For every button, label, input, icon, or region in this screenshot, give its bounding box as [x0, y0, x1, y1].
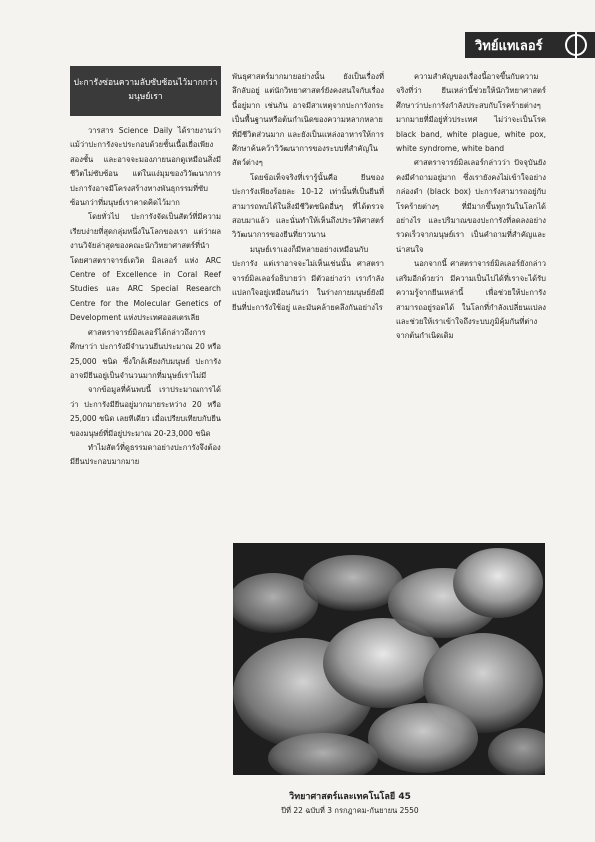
paragraph: วารสาร Science Daily ได้รายงานว่า แม้ว่าปะการังจะประกอบด้วยชั้นเนื้อเยื่อเพียงสองชั้น และอาจจะมองภายนอกดูเหมือนสิ่งมีชีวิตไม่ซับซ้อน แต่ในแง่มุมของวิวัฒนาการ ปะการังอาจมีโครงสร้างทางพันธุกรรมที่ซับซ้อนกว่าที่มนุษย์เราคาดคิดไว้มาก [70, 126, 221, 208]
paragraph: ทำไมสัตว์ที่ดูธรรมดาอย่างปะการังจึงต้องมียีนประกอบมากมาย [70, 442, 221, 467]
page-footer [255, 789, 445, 817]
paragraph: นอกจากนี้ ศาสตราจารย์มิลเลอร์ยังกล่าวเสริมอีกด้วยว่า มีความเป็นไปได้ที่เราจะได้รับความรู้จากยีนเหล่านี้ เพื่อช่วยให้ปะการังสามารถอยู่รอดได้ ในโลกที่กำลังเปลี่ยนแปลง และช่วยให้เราเข้าใจถึงระบบภูมิคุ้มกันที่ต่างจากต้นกำเนิดเดิม [396, 259, 546, 341]
article-title-box [70, 66, 221, 116]
paragraph: ความสำคัญของเรื่องนี้อาจขึ้นกับความจริงที่ว่า ยีนเหล่านี้ช่วยให้นักวิทยาศาสตร์ศึกษาว่าปะการังกำลังประสบกับโรคร้ายต่างๆ มากมายที่มีอยู่ทั่วประเทศ ไม่ว่าจะเป็นโรค black band, white plague, white pox, white syndrome, white band [396, 72, 546, 154]
section-header-band [465, 32, 595, 58]
text-column-3 [396, 70, 546, 344]
paragraph: พันธุศาสตร์มากมายอย่างนั้น ยังเป็นเรื่องที่ลึกลับอยู่ แต่นักวิทยาศาสตร์ยังคงสนใจกับเรื่องนี้อยู่มาก เช่นกัน อาจมีสาเหตุจากปะการังกระเป็นพื้นฐานหรือต้นกำเนิดของความหลากหลายที่มีชีวิตส่วนมาก และยังเป็นแหล่งอาหารให้การศึกษาค้นคว้าวิวัฒนาการของระบบที่สำคัญในสัตว์ต่างๆ [232, 72, 384, 168]
paragraph: โดยทั่วไป ปะการังจัดเป็นสัตว์ที่มีความเรียบง่ายที่สุดกลุ่มหนึ่งในโลกของเรา แต่ว่าผลงานวิจัยล่าสุดของคณะนักวิทยาศาสตร์ที่นำโดยศาสตราจารย์เดวิด มิลเลอร์ แห่ง ARC Centre of Excellence in Coral Reef Studies และ ARC Special Research Centre for the Molecular Genetics of Development แห่งประเทศออสเตรเลีย [70, 212, 221, 323]
section-logo-icon [565, 34, 587, 56]
article-title: ปะการังซ่อนความลับซับซ้อนไว้มากกว่ามนุษย์เรา [73, 78, 218, 102]
paragraph: ศาสตราจารย์มิลเลอร์ได้กล่าวถึงการศึกษาว่า ปะการังมีจำนวนยีนประมาณ 20 หรือ 25,000 ชนิด ซึ่งใกล้เคียงกับมนุษย์ ปะการังอาจมียีนอยู่เป็นจำนวนมากที่มนุษย์เราไม่มี [70, 327, 221, 380]
section-label: วิทย์แทเลอร์ [475, 38, 543, 54]
text-column-2 [232, 70, 384, 315]
footer-magazine-name: วิทยาศาสตร์และเทคโนโลยี [289, 792, 396, 802]
footer-issue: ปีที่ 22 ฉบับที่ 3 กรกฎาคม-กันยายน 2550 [281, 806, 419, 815]
paragraph: โดยข้อเท็จจริงที่เรารู้นั้นคือ ยีนของปะการังเพียงร้อยละ 10-12 เท่านั้นที่เป็นยีนที่สามารถพบได้ในสิ่งมีชีวิตชนิดอื่นๆ ที่ได้ตรวจสอบมาแล้ว และนั่นทำให้เห็นถึงประวัติศาสตร์วิวัฒนาการของยีนที่ยาวนาน [232, 172, 384, 240]
coral-photo-image [233, 543, 545, 775]
paragraph: มนุษย์เราเองก็มีหลายอย่างเหมือนกับปะการัง แต่เราอาจจะไม่เห็นเช่นนั้น ศาสตราจารย์มิลเลอร์อธิบายว่า มีตัวอย่างว่า เรากำลังแปลกใจอยู่เหมือนกันว่า ในร่างกายมนุษย์ยังมียีนที่ปะการังใช้อยู่ และมันคล้ายคลึงกันอย่างไร [232, 244, 384, 312]
page-number: 45 [398, 792, 411, 802]
coral-photo [233, 543, 545, 775]
paragraph: ศาสตราจารย์มิลเลอร์กล่าวว่า ปัจจุบันยังคงมีคำถามอยู่มาก ซึ่งเรายังคงไม่เข้าใจอย่างกล่องดำ (black box) ปะการังสามารถอยู่กับโรคร้ายต่างๆ ที่มีมากขึ้นทุกวันในโลกได้อย่างไร และปริมาณของปะการังที่ลดลงอย่างรวดเร็วจากมนุษย์เรา เป็นคำถามที่สำคัญและน่าสนใจ [396, 158, 546, 254]
text-column-1 [70, 124, 221, 470]
paragraph: จากข้อมูลที่ค้นพบนี้ เราประมาณการได้ว่า ปะการังมียีนอยู่มากมายระหว่าง 20 หรือ 25,000 ชนิด เลยทีเดียว เมื่อเปรียบเทียบกับยีนของมนุษย์ที่มีอยู่ประมาณ 20-23,000 ชนิด [70, 385, 221, 438]
